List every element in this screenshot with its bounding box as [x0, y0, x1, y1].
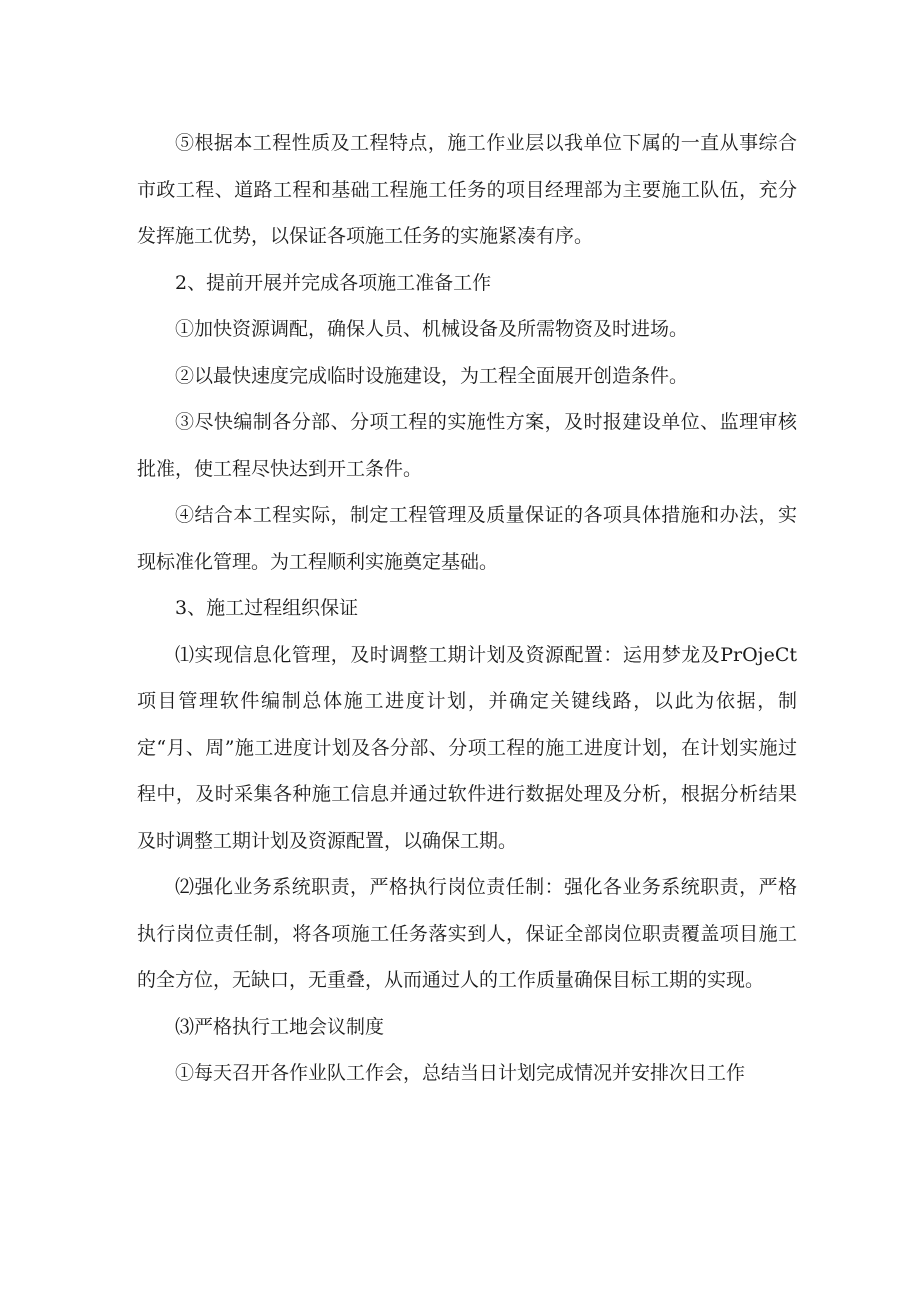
- paragraph-item-3-plans: ③尽快编制各分部、分项工程的实施性方案，及时报建设单位、监理审核批准，使工程尽快达到开工条件。: [137, 411, 797, 480]
- paragraph-item-p1-information: ⑴实现信息化管理，及时调整工期计划及资源配置：运用梦龙及PrOjeCt项目管理软件编制总体施工进度计划，并确定关键线路，以此为依据，制定“月、周”施工进度计划及各分部、分项工程的施工进度计划，在计划实施过程中，及时采集各种施工信息并通过软件进行数据处理及分析，根据分析结果及时调整工期计划及资源配置，以确保工期。: [137, 643, 797, 852]
- paragraph-item-4-standards: ④结合本工程实际，制定工程管理及质量保证的各项具体措施和办法，实现标准化管理。为工程顺利实施奠定基础。: [137, 504, 797, 573]
- paragraph-item-p3-meetings: ⑶严格执行工地会议制度: [175, 1015, 385, 1038]
- paragraph-item-1-daily-meeting: ①每天召开各作业队工作会，总结当日计划完成情况并安排次日工作: [175, 1062, 746, 1084]
- paragraph-item-p2-responsibility: ⑵强化业务系统职责，严格执行岗位责任制：强化各业务系统职责，严格执行岗位责任制，将各项施工任务落实到人，保证全部岗位职责覆盖项目施工的全方位，无缺口，无重叠，从而通过人的工作质量确保目标工期的实现。: [137, 876, 797, 991]
- section-heading-process: 3、施工过程组织保证: [175, 597, 359, 619]
- paragraph-item-2-facilities: ②以最快速度完成临时设施建设，为工程全面展开创造条件。: [175, 364, 689, 387]
- document-body: [137, 120, 797, 1097]
- paragraph-item-5-team: ⑤根据本工程性质及工程特点，施工作业层以我单位下属的一直从事综合市政工程、道路工程和基础工程施工任务的项目经理部为主要施工队伍，充分发挥施工优势，以保证各项施工任务的实施紧凑有序。: [137, 132, 797, 247]
- paragraph-item-1-resources: ①加快资源调配，确保人员、机械设备及所需物资及时进场。: [175, 318, 689, 340]
- section-heading-preparation: 2、提前开展并完成各项施工准备工作: [175, 271, 492, 294]
